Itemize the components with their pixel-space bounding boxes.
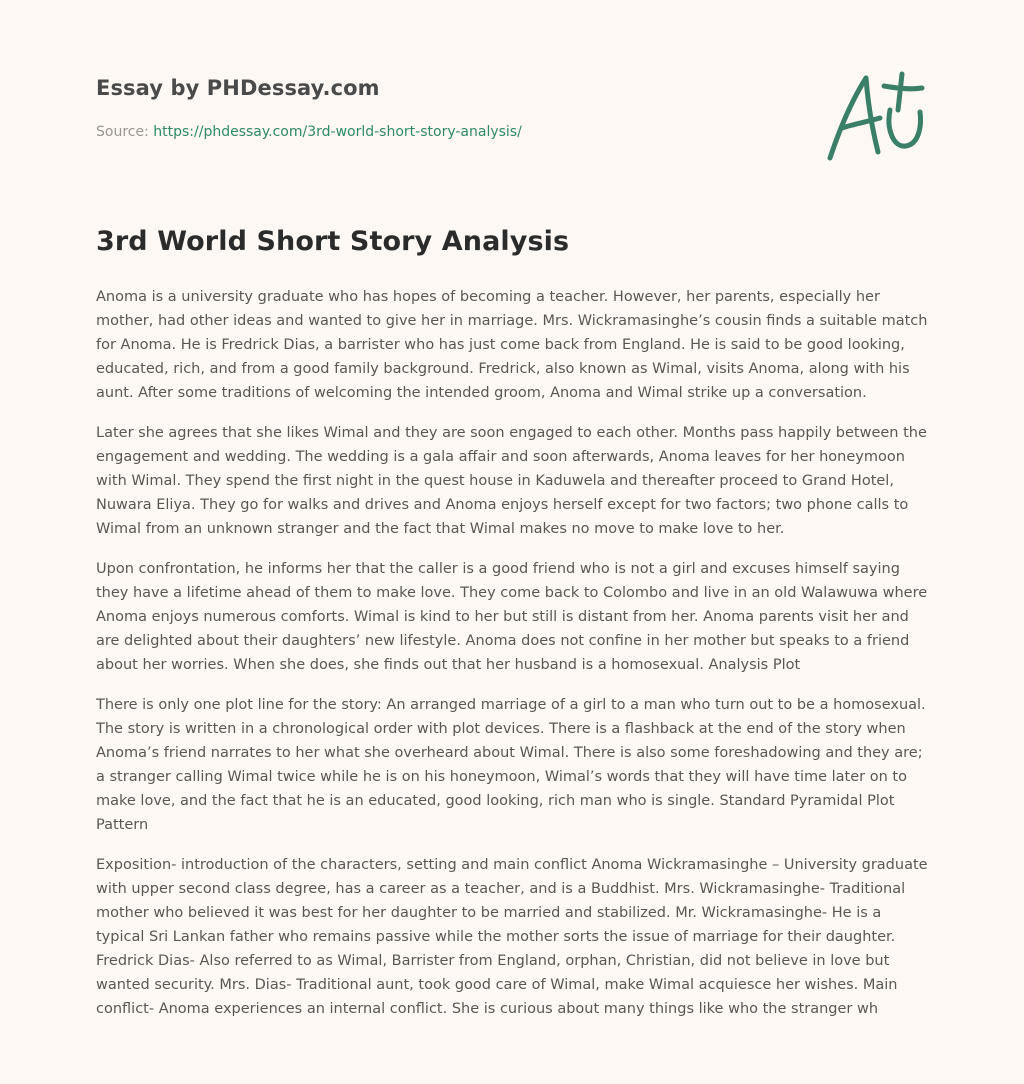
source-label: Source: [96, 124, 149, 140]
a-plus-logo-icon [818, 66, 930, 166]
paragraph: There is only one plot line for the story: An arranged marriage of a girl to a man who turn out to be a homosexual. The story is written in a chronological order with plot devices. There is a flashback at the end of the story when Anoma’s friend narrates to her what she overheard about Wimal. There is also some foreshadowing and they are; a stranger calling Wimal twice while he is on his honeymoon, Wimal’s words that they will have time later on to make love, and the fact that he is an educated, good looking, rich man who is single. Standard Pyramidal Plot Pattern [96, 697, 926, 833]
document-body [96, 285, 932, 1037]
paragraph: Later she agrees that she likes Wimal and they are soon engaged to each other. Months pass happily between the engagement and wedding. The wedding is a gala affair and soon afterwards, Anoma leaves for her honeymoon with Wimal. They spend the first night in the quest house in Kaduwela and thereafter proceed to Grand Hotel, Nuwara Eliya. They go for walks and drives and Anoma enjoys herself except for two factors; two phone calls to Wimal from an unknown stranger and the fact that Wimal makes no move to make love to her. [96, 425, 927, 537]
source-line [96, 124, 522, 140]
paragraph: Exposition- introduction of the characters, setting and main conflict Anoma Wickramasinghe – University graduate with upper second class degree, has a career as a teacher, and is a Buddhist. Mrs. Wickramasinghe- Traditional mother who believed it was best for her daughter to be married and stabilized. Mr. Wickramasinghe- He is a typical Sri Lankan father who remains passive while the mother sorts the issue of marriage for their daughter. Fredrick Dias- Also referred to as Wimal, Barrister from England, orphan, Christian, did not believe in love but wanted security. Mrs. Dias- Traditional aunt, took good care of Wimal, make Wimal acquiesce her wishes. Main conflict- Anoma experiences an internal conflict. She is curious about many things like who the stranger wh [96, 857, 928, 1017]
source-link[interactable]: https://phdessay.com/3rd-world-short-story-analysis/ [153, 124, 522, 140]
document-title: 3rd World Short Story Analysis [96, 226, 570, 257]
paragraph: Upon confrontation, he informs her that the caller is a good friend who is not a girl and excuses himself saying they have a lifetime ahead of them to make love. They come back to Colombo and live in an old Walawuwa where Anoma enjoys numerous comforts. Wimal is kind to her but still is distant from her. Anoma parents visit her and are delighted about their daughters’ new lifestyle. Anoma does not confine in her mother but speaks to a friend about her worries. When she does, she finds out that her husband is a homosexual. Analysis Plot [96, 561, 928, 673]
site-title: Essay by PHDessay.com [96, 76, 380, 100]
paragraph: Anoma is a university graduate who has hopes of becoming a teacher. However, her parents, especially her mother, had other ideas and wanted to give her in marriage. Mrs. Wickramasinghe’s cousin finds a suitable match for Anoma. He is Fredrick Dias, a barrister who has just come back from England. He is said to be good looking, educated, rich, and from a good family background. Fredrick, also known as Wimal, visits Anoma, along with his aunt. After some traditions of welcoming the intended groom, Anoma and Wimal strike up a conversation. [96, 289, 928, 401]
